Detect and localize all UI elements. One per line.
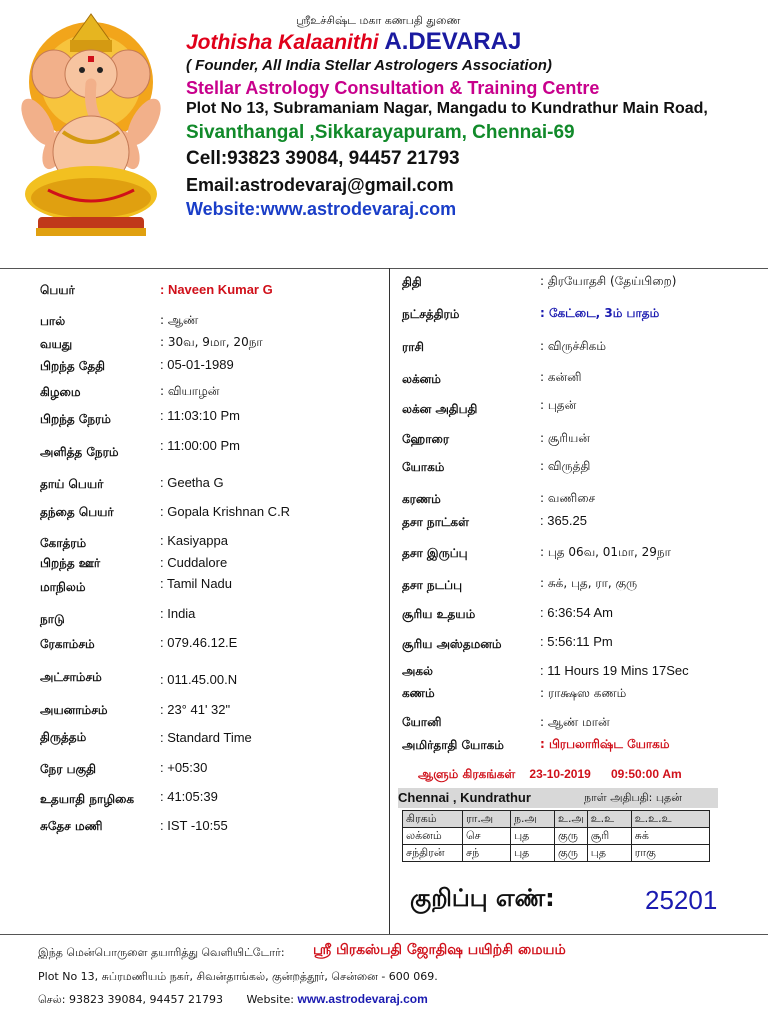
table-cell: சந்திரன் [403, 845, 463, 862]
ruling-planets-title: ஆளும் கிரகங்கள் [418, 767, 516, 781]
footer-divider [0, 934, 768, 935]
label-sunrise: சூரிய உதயம் [402, 607, 476, 621]
table-header-cell: உ.அ [555, 811, 588, 828]
value-name: : Naveen Kumar G [160, 282, 273, 297]
table-cell: குரு [555, 845, 588, 862]
label-birth-date: பிறந்த தேதி [40, 359, 105, 373]
value-lagna-lord: : புதன் [540, 398, 577, 412]
column-divider [389, 268, 390, 934]
label-sunset: சூரிய அஸ்தமனம் [402, 637, 502, 651]
table-cell: புத [511, 845, 555, 862]
address-line-1: Plot No 13, Subramaniam Nagar, Mangadu to Kundrathur Main Road, [186, 100, 708, 117]
value-amirthathi-yogam: : பிரபலாரிஷ்ட யோகம் [540, 737, 670, 751]
ruling-planets-time: 09:50:00 Am [610, 767, 682, 781]
label-rasi: ராசி [402, 340, 424, 354]
table-header-cell: ந.அ [511, 811, 555, 828]
value-sunset: : 5:56:11 Pm [540, 634, 613, 649]
table-header-cell: உ.உ.உ [631, 811, 709, 828]
reference-number: 25201 [645, 885, 718, 915]
label-udhayadhi-nazhigai: உதயாதி நாழிகை [40, 792, 135, 806]
value-country: : India [160, 606, 196, 621]
footer-website-label: Website: [246, 993, 295, 1006]
cell-line: Cell:93823 39084, 94457 21793 [186, 148, 460, 169]
value-mother-name: : Geetha G [160, 475, 224, 490]
ruling-planets-table [398, 788, 718, 864]
table-cell: சந் [463, 845, 511, 862]
value-weekday: : வியாழன் [160, 384, 220, 398]
label-birth-place: பிறந்த ஊர் [40, 556, 101, 570]
value-sunrise: : 6:36:54 Am [540, 605, 613, 620]
label-correction: திருத்தம் [40, 730, 87, 744]
reference-label: குறிப்பு எண்: [410, 884, 555, 912]
value-dasa-days: : 365.25 [540, 513, 587, 528]
label-state: மாநிலம் [40, 580, 86, 594]
table-row [403, 828, 710, 845]
label-birth-time: பிறந்த நேரம் [40, 412, 111, 426]
footer-organisation: ஸ்ரீ பிரகஸ்பதி ஜோதிஷ பயிற்சி மையம் [313, 942, 566, 958]
table-row [403, 845, 710, 862]
astrologer-surname: A.DEVARAJ [384, 28, 522, 55]
value-rasi: : விருச்சிகம் [540, 339, 607, 353]
header-divider [0, 268, 768, 269]
footer-phone: செல்: 93823 39084, 94457 21793 [38, 993, 223, 1006]
label-yoni: யோனி [402, 715, 442, 729]
label-gender: பால் [40, 314, 66, 328]
label-yogam: யோகம் [402, 460, 445, 474]
table-header-cell: உ.உ [587, 811, 631, 828]
value-udhayadhi-nazhigai: : 41:05:39 [160, 789, 218, 804]
blessing-line: ஸ்ரீஉச்சிஷ்ட மகா கணபதி துணை [296, 14, 461, 27]
value-longitude: : 079.46.12.E [160, 635, 238, 650]
value-latitude: : 011.45.00.N [160, 672, 238, 687]
footer-contact [38, 992, 428, 1008]
website-line[interactable]: Website:www.astrodevaraj.com [186, 199, 457, 219]
label-age: வயது [40, 337, 73, 351]
astrologer-name [186, 28, 521, 56]
ganesha-image [8, 12, 174, 238]
value-dasa-balance: : புத 06வ, 01மா, 29நா [540, 545, 671, 559]
value-birth-place: : Cuddalore [160, 555, 228, 570]
table-cell: லக்னம் [403, 828, 463, 845]
table-cell: சுக் [631, 828, 709, 845]
value-correction: : Standard Time [160, 730, 252, 745]
address-line-2: Sivanthangal ,Sikkarayapuram, Chennai-69 [186, 122, 575, 143]
table-cell: செ [463, 828, 511, 845]
value-given-time: : 11:00:00 Pm [160, 438, 240, 453]
label-father-name: தந்தை பெயர் [40, 505, 114, 519]
ruling-planets-date: 23-10-2019 [529, 767, 591, 781]
value-thithi: : திரயோதசி (தேய்பிறை) [540, 274, 677, 288]
founder-line: ( Founder, All India Stellar Astrologers Association) [186, 57, 552, 74]
label-dasa-days: தசா நாட்கள் [402, 515, 469, 529]
label-weekday: கிழமை [40, 385, 81, 399]
value-birth-date: : 05-01-1989 [160, 357, 234, 372]
ruling-planets-heading [418, 767, 692, 783]
label-amirthathi-yogam: அமிர்தாதி யோகம் [402, 738, 504, 752]
value-gender: : ஆண் [160, 313, 199, 327]
label-dasa-balance: தசா இருப்பு [402, 546, 468, 560]
ruling-planets-header [398, 788, 718, 808]
label-time-zone: நேர பகுதி [40, 762, 96, 776]
label-lagna-lord: லக்ன அதிபதி [402, 402, 478, 416]
email-line: Email:astrodevaraj@gmail.com [186, 175, 454, 195]
table-row [403, 811, 710, 828]
label-country: நாடு [40, 612, 65, 626]
value-yogam: : விருத்தி [540, 459, 591, 473]
value-birth-time: : 11:03:10 Pm [160, 408, 240, 423]
value-nakshatra: : கேட்டை, 3ம் பாதம் [540, 306, 660, 320]
table-header-cell: கிரகம் [403, 811, 463, 828]
astrologer-title: Jothisha Kalaanithi [186, 31, 379, 54]
label-name: பெயர் [40, 283, 75, 297]
ruling-planets-place: Chennai , Kundrathur [398, 790, 531, 805]
value-horai: : சூரியன் [540, 431, 590, 445]
value-time-zone: : +05:30 [160, 760, 208, 775]
label-given-time: அளித்த நேரம் [40, 445, 119, 459]
value-father-name: : Gopala Krishnan C.R [160, 504, 291, 519]
value-gothram: : Kasiyappa [160, 533, 228, 548]
planets-grid [402, 810, 710, 862]
value-lagnam: : கன்னி [540, 370, 582, 384]
table-cell: புத [511, 828, 555, 845]
label-longitude: ரேகாம்சம் [40, 637, 95, 651]
value-local-time: : IST -10:55 [160, 818, 228, 833]
label-horai: ஹோரை [402, 432, 450, 446]
label-mother-name: தாய் பெயர் [40, 477, 104, 491]
label-lagnam: லக்னம் [402, 372, 441, 386]
label-current-dasa: தசா நடப்பு [402, 578, 463, 592]
value-yoni: : ஆண் மான் [540, 715, 610, 729]
label-ayanamsam: அயனாம்சம் [40, 703, 108, 717]
label-local-time: சுதேச மணி [40, 819, 103, 833]
label-ganam: கணம் [402, 686, 435, 700]
table-cell: புத [587, 845, 631, 862]
value-ganam: : ராக்ஷஸ கணம் [540, 686, 627, 700]
value-age: : 30வ, 9மா, 20நா [160, 335, 263, 349]
footer-address: Plot No 13, சுப்ரமணியம் நகர், சிவன்தாங்கல், குன்றத்தூர், சென்னை - 600 069. [38, 970, 438, 983]
centre-name: Stellar Astrology Consultation & Training Centre [186, 78, 600, 98]
table-cell: ராகு [631, 845, 709, 862]
label-day-length: அகல் [402, 664, 433, 678]
label-nakshatra: நட்சத்திரம் [402, 307, 460, 321]
value-current-dasa: : சுக், புத, ரா, குரு [540, 576, 638, 590]
footer-prepared-by: இந்த மென்பொருளை தயாரித்து வெளியிட்டோர்: [38, 946, 285, 959]
label-gothram: கோத்ரம் [40, 536, 87, 550]
label-karanam: கரணம் [402, 492, 441, 506]
value-ayanamsam: : 23° 41' 32" [160, 702, 231, 717]
value-day-length: : 11 Hours 19 Mins 17Sec [540, 663, 689, 678]
day-lord: நாள் அதிபதி: புதன் [584, 791, 682, 804]
footer-website-link[interactable]: www.astrodevaraj.com [297, 992, 428, 1006]
value-state: : Tamil Nadu [160, 576, 233, 591]
table-cell: சூரி [587, 828, 631, 845]
table-header-cell: ரா.அ [463, 811, 511, 828]
value-karanam: : வணிசை [540, 491, 596, 505]
table-cell: குரு [555, 828, 588, 845]
label-thithi: திதி [402, 275, 422, 289]
label-latitude: அட்சாம்சம் [40, 670, 102, 684]
